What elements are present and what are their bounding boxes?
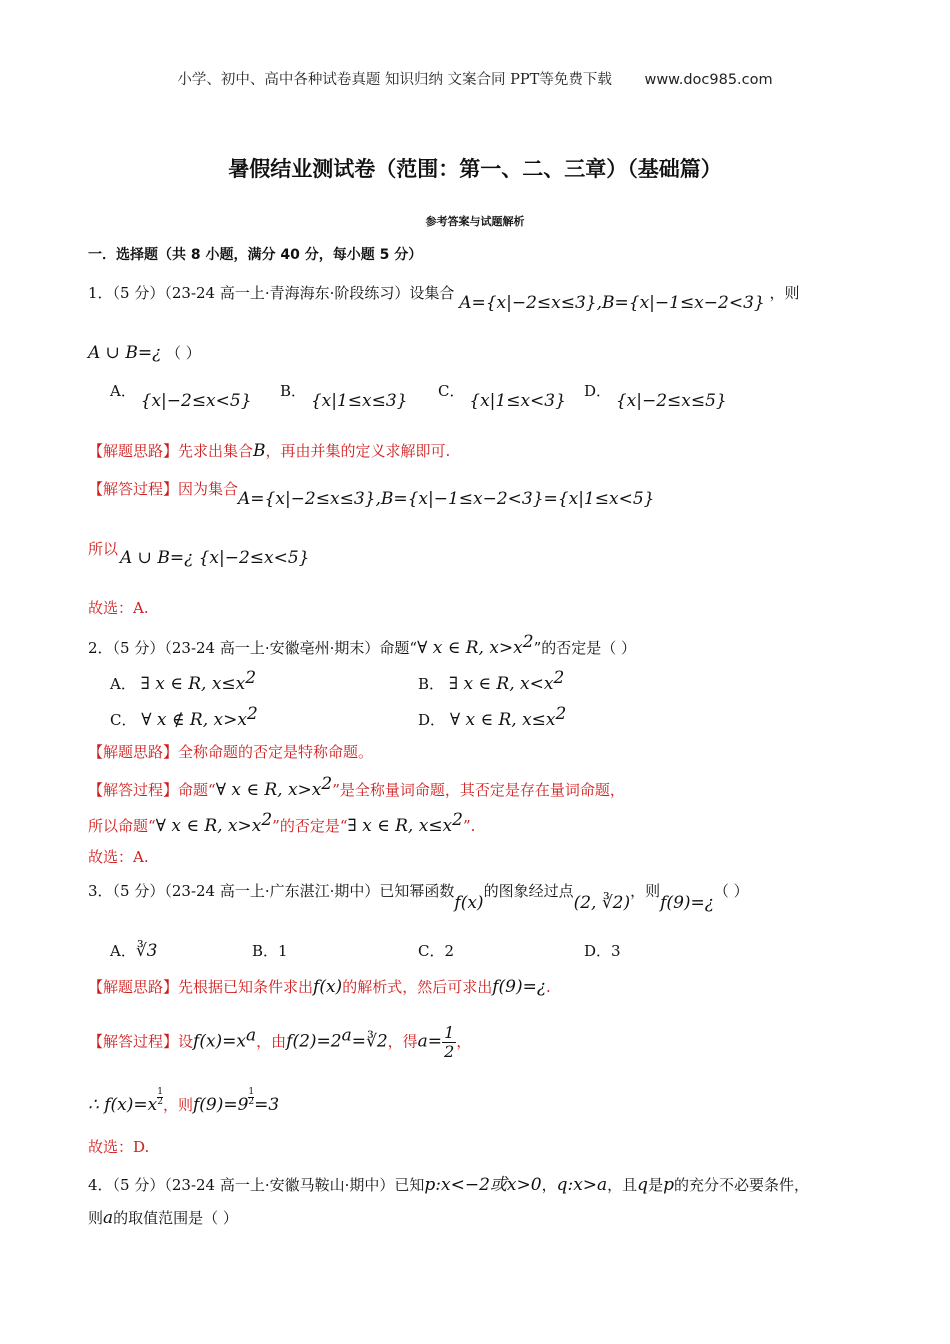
q2-think: 【解题思路】全称命题的否定是特称命题。 xyxy=(88,743,374,761)
q3-think: 【解题思路】先根据已知条件求出f(x)的解析式，然后可求出f(9)=¿. xyxy=(88,977,551,997)
q1-process-math: A={x|−2≤x≤3},B={x|−1≤x−2<3}={x|1≤x<5} xyxy=(238,489,655,509)
header-site[interactable]: www.doc985.com xyxy=(644,72,773,88)
q1-answer: 故选：A. xyxy=(88,599,149,617)
q1-paren: （ ） xyxy=(165,344,201,362)
q1-option-d[interactable]: D． {x|−2≤x≤5} xyxy=(584,382,727,411)
q3-exp-frac-1: $\frac{1}{2}$ xyxy=(157,1087,163,1107)
q2-option-b[interactable]: B． ∃ x ∈ R, $x<x^2$ xyxy=(418,668,565,694)
q1-option-b-math: {x|1≤x≤3} xyxy=(310,391,408,411)
page-title: 暑假结业测试卷（范围：第一、二、三章）（基础篇） xyxy=(228,157,722,181)
page-subtitle: 参考答案与试题解析 xyxy=(425,215,525,228)
q3-option-d[interactable]: D．3 xyxy=(584,942,621,960)
page-header xyxy=(0,68,950,89)
q1-line2 xyxy=(88,342,201,363)
q1-option-b[interactable]: B． {x|1≤x≤3} xyxy=(280,382,408,411)
q1-so-math: A ∪ B=¿ {x|−2≤x<5} xyxy=(120,548,310,568)
q1-option-a[interactable]: A． {x|−2≤x<5} xyxy=(110,382,252,411)
q2-process: 【解答过程】命题“∀ x ∈ R, $x>x^2$”是全称量词命题，其否定是存在量词命题， xyxy=(88,774,625,800)
q2-option-c[interactable]: C． ∀ x ∉ R, $x>x^2$ xyxy=(110,704,258,730)
q2-option-a[interactable]: A． ∃ x ∈ R, $x\le x^2$ xyxy=(110,668,257,694)
q1-option-c[interactable]: C． {x|1≤x<3} xyxy=(438,382,566,411)
q3-option-a[interactable]: A．∛3 xyxy=(110,941,158,961)
q3-answer: 故选：D. xyxy=(88,1138,150,1156)
q2-answer: 故选：A. xyxy=(88,848,149,866)
q3-fraction: $\frac{1}{2}$ xyxy=(444,1023,455,1061)
q3-option-b[interactable]: B．1 xyxy=(252,942,288,960)
q3-line3: ∴ f(x)=x $\frac{1}{2}$，则f(9)=9 $\frac{1}{2}=3$ xyxy=(88,1087,280,1115)
q3-stem-line: 3．（5 分）（23-24 高一上·广东湛江·期中）已知幂函数f(x)的图象经过点(2, ∛2)，则f(9)=¿（ ） xyxy=(88,882,749,913)
section-heading: 一．选择题（共 8 小题，满分 40 分，每小题 5 分） xyxy=(88,247,423,263)
q1-process: 【解答过程】因为集合A={x|−2≤x≤3},B={x|−1≤x−2<3}={x|1≤x<5} xyxy=(88,480,655,509)
q1-tail: ，则 xyxy=(769,284,800,302)
q1-option-c-math: {x|1≤x<3} xyxy=(469,391,566,411)
q4-line2: 则a的取值范围是（ ） xyxy=(88,1208,238,1228)
q1-option-d-math: {x|−2≤x≤5} xyxy=(615,391,727,411)
q1-union: A ∪ B=¿ xyxy=(88,343,162,363)
q1-think: 【解题思路】先求出集合B，再由并集的定义求解即可. xyxy=(88,441,451,461)
q3-process: 【解答过程】设$f(x)=x^a$，由$f(2)=2^a=∛2$，得a= $\frac{1}{2}$ ， xyxy=(88,1023,472,1061)
q3-exp-frac-2: $\frac{1}{2}$ xyxy=(248,1087,255,1107)
q1-option-a-math: {x|−2≤x<5} xyxy=(140,391,252,411)
q2-process-2: 所以命题“∀ x ∈ R, $x>x^2$”的否定是“∃ x ∈ R, $x\le x^2$”. xyxy=(88,810,476,836)
q1-so-line: 所以 xyxy=(88,540,119,558)
q1-so-math-line xyxy=(120,548,309,568)
q1-stem-line xyxy=(88,282,800,313)
q2-stem-line: 2．（5 分）（23-24 高一上·安徽亳州·期末）命题“∀ x ∈ R, $x>x^2$”的否定是（ ） xyxy=(88,632,637,658)
q1-stem: 1．（5 分）（23-24 高一上·青海海东·阶段练习）设集合 xyxy=(88,284,455,302)
header-text: 小学、初中、高中各种试卷真题 知识归纳 文案合同 PPT等免费下载 xyxy=(177,72,612,88)
q4-stem-line: 4．（5 分）（23-24 高一上·安徽马鞍山·期中）已知p:x<−2或x>0，q:x>a，且q是p的充分不必要条件， xyxy=(88,1175,809,1195)
q1-math: A={x|−2≤x≤3},B={x|−1≤x−2<3} xyxy=(459,293,765,313)
q2-math: ∀ x ∈ R, x>x xyxy=(417,638,523,658)
q2-option-d[interactable]: D． ∀ x ∈ R, $x\le x^2$ xyxy=(418,704,567,730)
q3-option-c[interactable]: C．2 xyxy=(418,942,455,960)
